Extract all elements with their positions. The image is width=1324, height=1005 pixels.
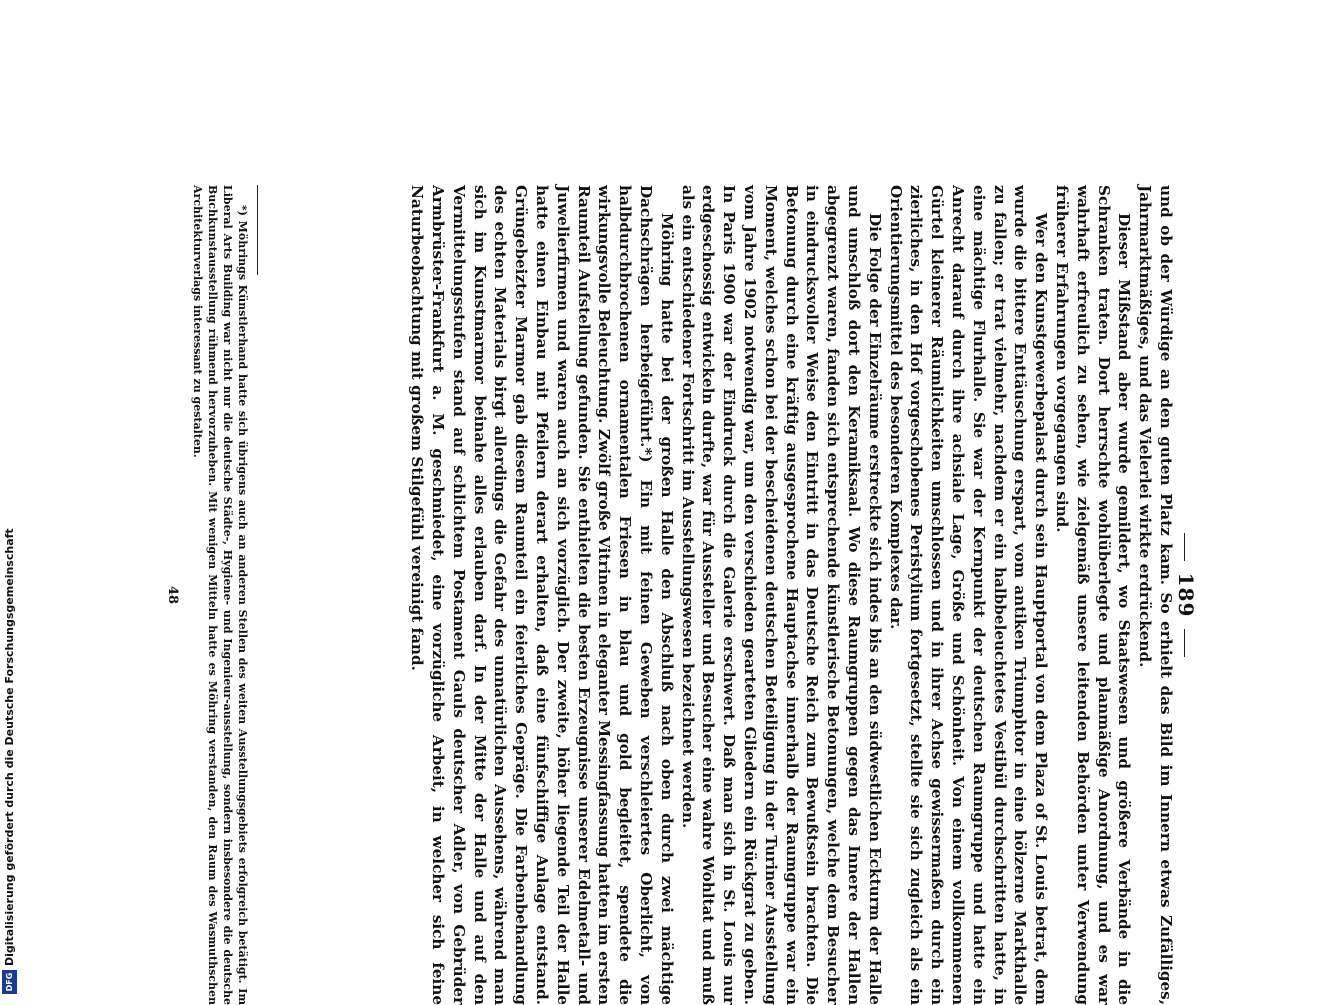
footnote-1: *) Möhrings Künstlerhand hatte sich übrigens auch an anderen Stellen des weiten Ausstellungsgebiets erfolgreich betätigt. Im Liberal Arts Building war nicht nur die deutsche Städte-, Hygiene- und Ingenieur-ausstellung, sondern insbesondere die deutsche Buchkunstausstellung rühmend hervorzuheben. Mit wenigen Mitteln hatte es Möhring verstanden, den Raum des Wasmuthschen Architekturverlags interessant zu gestalten. — [191, 185, 249, 1005]
paragraph-1: und ob der Würdige an den guten Platz kam. So erhielt das Bild im Innern etwas Zufälliges, Jahrmarktmäßiges, und das Vielerlei wirkte erdrückend. — [1136, 185, 1175, 1005]
credit-text: Digitalisierung gefördert durch die Deutsche Forschungsgemeinschaft — [3, 528, 16, 966]
paragraph-3: Wer den Kunstgewerbepalast durch sein Hauptportal von dem Plaza of St. Louis betrat, dem wurde die bittere Enttäuschung erspart, vom antiken Triumphtor in eine hölzerne Markthalle zu fallen; er trat vielmehr, nachdem er ein halbbeleuchtetes Vestibül durchschritten hatte, in eine mächtige Flurhalle. Sie war der Kernpunkt der deutschen Raumgruppe und hatte ein Anrecht darauf durch ihre achsiale Lage, Größe und Schönheit. Von einem vollkommenen Gürtel kleinerer Räumlichkeiten umschlossen und in ihrer Achse gewissermaßen durch ein zierliches, in den Hof vorgeschobenes Peristylium fortgesetzt, stellte sie sich zugleich als ein Orientierungsmittel des besonderen Komplexes dar. — [886, 185, 1051, 1005]
paragraph-2: Dieser Mißstand aber wurde gemildert, wo Staatswesen und größere Verbände in die Schranken traten. Dort herrschte wohlüberlegte und planmäßige Anordnung, und es war wahrhaft erfreulich zu sehen, wie zielgemäß unsere leitenden Behörden unter Verwendung früherer Erfahrungen vorgegangen sind. — [1053, 185, 1134, 1005]
dfg-logo-icon: DFG — [2, 970, 17, 994]
page-number: 189 — [1174, 185, 1198, 1005]
book-page — [130, 185, 1198, 1005]
footnotes — [190, 185, 250, 1005]
digitization-credit — [2, 528, 17, 994]
paragraph-4: Die Folge der Einzelräume erstreckte sich indes bis an den südwestlichen Eckturm der Halle und umschloß dort den Keramiksaal. Wo diese Raumgruppen gegen das Innere der Hallen abgegrenzt waren, fanden sich entsprechende künstlerische Betonungen, welche dem Besucher in eindrucksvoller Weise den Eintritt in das Deutsche Reich zum Bewußtsein brachten. Die Betonung durch eine kräftig ausgesprochene Hauptachse innerhalb der Raumgruppe war ein Moment, welches schon bei der bescheidenen deutschen Beteiligung in der Turiner Ausstellung vom Jahre 1902 notwendig war, um den verschieden gearteten Gliedern ein Rückgrat zu geben. In Paris 1900 war der Eindruck durch die Galerie erschwert. Daß man sich in St. Louis nur erdgeschossig entwickeln durfte, war für Aussteller und Besucher eine wahre Wohltat und muß als ein entschiedener Fortschritt im Ausstellungswesen bezeichnet werden. — [678, 185, 884, 1005]
paragraph-5: Möhring hatte bei der großen Halle den Abschluß nach oben durch zwei mächtige Dachschrägen herbeigeführt.*) Ein mit feinen Geweben verschleiertes Oberlicht, von halbdurchbrochenen ornamentalen Friesen in blau und gold begleitet, spendete die wirkungsvolle Beleuchtung. Zwölf große Vitrinen in eleganter Messingfassung hatten im ersten Raumteil Aufstellung gefunden. Sie enthielten die besten Erzeugnisse unserer Edelmetall- und Juwelierfirmen und waren auch an sich vorzüglich. Der zweite, höher liegende Teil der Halle hatte einen Einbau mit Pfeilern derart erhalten, daß eine fünfschiffige Anlage entstand. Grüngebeizter Marmor gab diesem Raumteil ein feierliches Gepräge. Die Farbenbehandlung des echten Materials birgt allerdings die Gefahr des unnatürlichen Aussehens, während man sich im Kunstmarmor beinahe alles erlauben darf. In der Mitte der Halle und auf den Vermittelungsstufen stand auf schlichtem Postament Gauls deutscher Adler, von Gebrüder Armbrüster-Frankfurt a. M. geschmiedet, eine vorzügliche Arbeit, in welcher sich feine Naturbeobachtung mit großem Stilgefühl vereinigt fand. — [408, 185, 676, 1005]
body-text — [407, 185, 1176, 1005]
footnote-divider — [257, 185, 258, 275]
sheet-number: 48 — [165, 585, 180, 605]
